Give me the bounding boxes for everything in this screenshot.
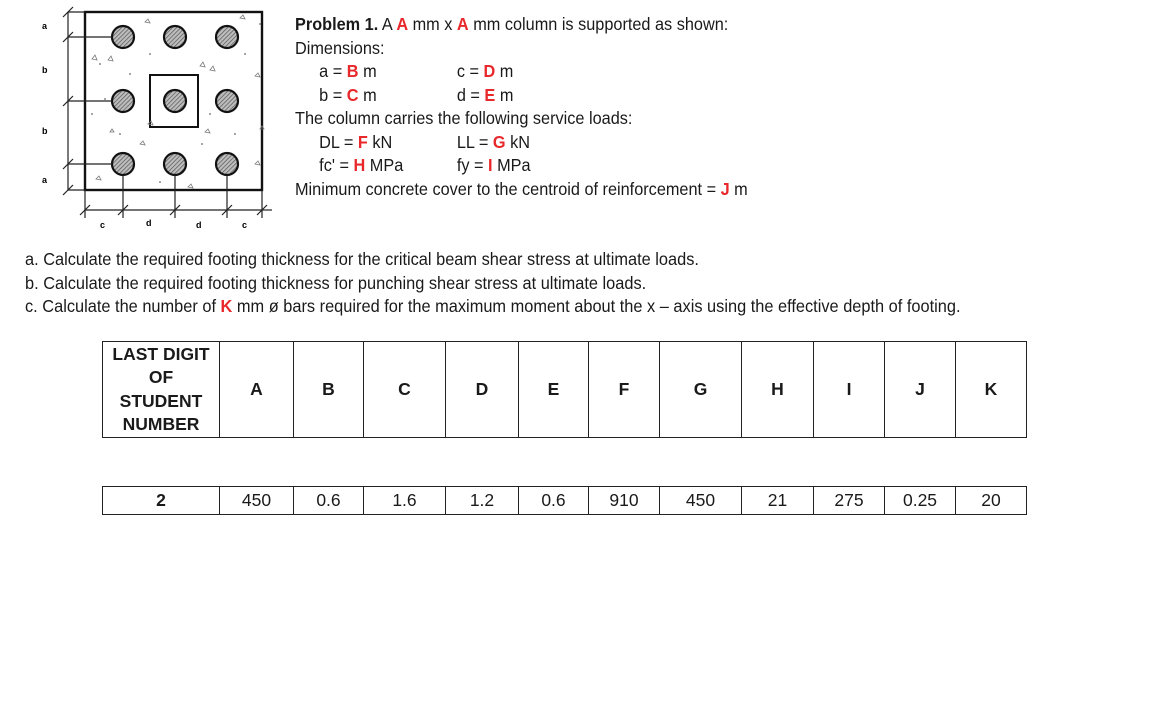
- pile: [164, 26, 186, 48]
- dim-label-a-bottom: a: [42, 175, 48, 185]
- problem-title: Problem 1.: [295, 14, 379, 34]
- header-d: D: [446, 342, 519, 438]
- concrete-strength: fc' = H MPa: [319, 155, 404, 175]
- header-i: I: [814, 342, 885, 438]
- problem-statement: [295, 13, 853, 201]
- text: mm x: [408, 14, 457, 34]
- header-f: F: [589, 342, 660, 438]
- variables-table-values: [102, 486, 1027, 515]
- value-last-digit: 2: [103, 487, 220, 515]
- dimension-row-1: [295, 60, 853, 84]
- text: mm column is supported as shown:: [468, 14, 729, 34]
- pile: [164, 153, 186, 175]
- pile: [164, 90, 186, 112]
- header-b: B: [294, 342, 364, 438]
- bottom-dimension-line: [80, 175, 272, 218]
- dim-a: a = B m: [319, 61, 377, 81]
- live-load: LL = G kN: [456, 131, 530, 152]
- variable: A: [396, 14, 409, 34]
- dimension-row-2: [295, 84, 853, 108]
- pile: [216, 90, 238, 112]
- piles: [112, 26, 238, 175]
- problem-title-line: [295, 13, 853, 37]
- left-dimension-line: [63, 7, 112, 195]
- header-c: C: [364, 342, 446, 438]
- value-f: 910: [589, 487, 660, 515]
- value-e: 0.6: [519, 487, 589, 515]
- question-c: c. Calculate the number of K mm ø bars required for the maximum moment about the x – axis using the effective depth of footing.: [25, 296, 961, 316]
- value-c: 1.6: [364, 487, 446, 515]
- value-g: 450: [660, 487, 742, 515]
- loads-intro: The column carries the following service loads:: [295, 108, 633, 128]
- concrete-cover: Minimum concrete cover to the centroid of reinforcement = J m: [295, 178, 748, 199]
- header-a: A: [220, 342, 294, 438]
- steel-yield: fy = I MPa: [456, 155, 531, 175]
- value-b: 0.6: [294, 487, 364, 515]
- dim-d: d = E m: [456, 84, 514, 105]
- dim-c: c = D m: [456, 61, 514, 81]
- value-i: 275: [814, 487, 885, 515]
- dim-label-b-upper: b: [42, 65, 48, 75]
- header-e: E: [519, 342, 589, 438]
- pile: [112, 153, 134, 175]
- header-g: G: [660, 342, 742, 438]
- header-j: J: [885, 342, 956, 438]
- value-h: 21: [742, 487, 814, 515]
- questions: [25, 248, 961, 319]
- pile: [216, 153, 238, 175]
- dim-label-d-right: d: [196, 220, 202, 230]
- value-k: 20: [956, 487, 1027, 515]
- text: A: [381, 14, 397, 34]
- header-last-digit: LAST DIGIT OF STUDENT NUMBER: [103, 342, 220, 438]
- value-j: 0.25: [885, 487, 956, 515]
- dead-load: DL = F kN: [319, 131, 393, 152]
- value-a: 450: [220, 487, 294, 515]
- pile: [112, 90, 134, 112]
- pile: [216, 26, 238, 48]
- footing-plan-diagram: [30, 4, 280, 234]
- pile: [112, 26, 134, 48]
- question-b: b. Calculate the required footing thickness for punching shear stress at ultimate loads.: [25, 272, 647, 293]
- dim-label-a-top: a: [42, 21, 48, 31]
- variables-table-header: [102, 341, 1027, 438]
- dim-b: b = C m: [319, 84, 377, 105]
- loads-row-2: [295, 154, 853, 178]
- dim-label-b-lower: b: [42, 126, 48, 136]
- dim-label-c-right: c: [242, 220, 248, 230]
- dim-label-d-left: d: [146, 218, 152, 228]
- value-d: 1.2: [446, 487, 519, 515]
- dimensions-label: Dimensions:: [295, 37, 385, 58]
- variable: A: [456, 14, 469, 34]
- question-a: a. Calculate the required footing thickness for the critical beam shear stress at ultimate loads.: [25, 249, 699, 269]
- dim-label-c-left: c: [100, 220, 106, 230]
- header-k: K: [956, 342, 1027, 438]
- loads-row-1: [295, 131, 853, 155]
- header-h: H: [742, 342, 814, 438]
